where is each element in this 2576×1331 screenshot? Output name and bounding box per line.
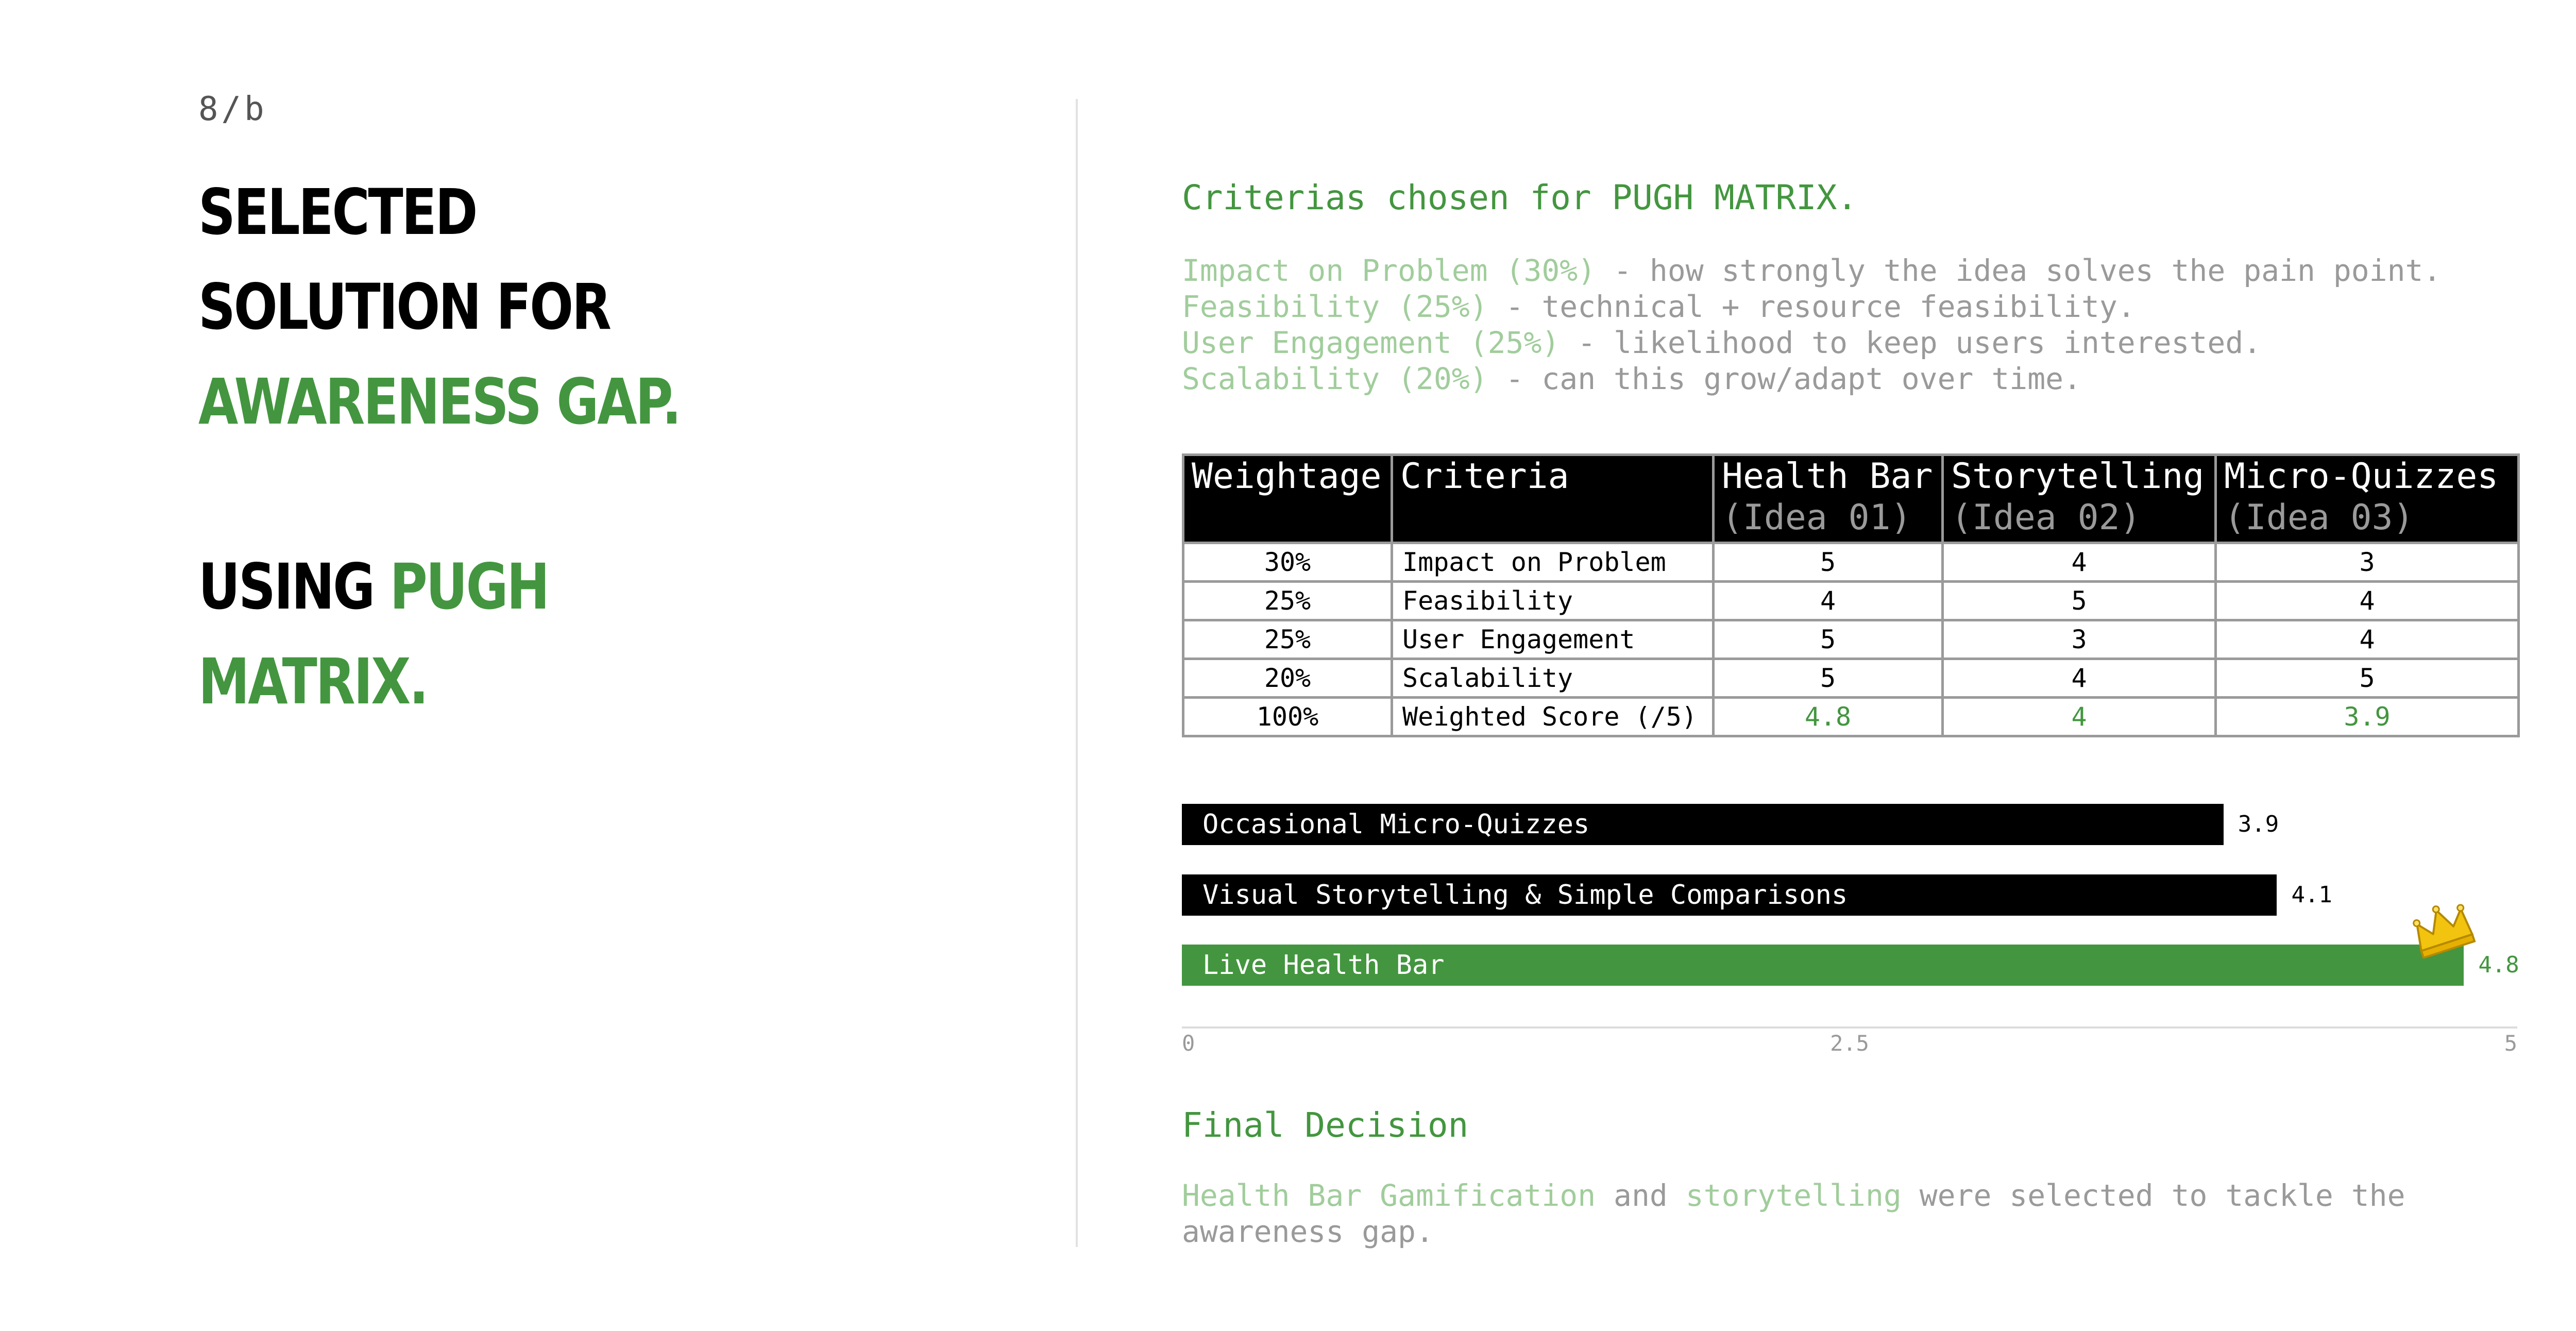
method-title-line-2: MATRIX. (198, 645, 427, 718)
criteria-name: Scalability (20%) (1182, 361, 1488, 396)
header-storytelling: Storytelling (Idea 02) (1943, 455, 2216, 543)
title-line-2: SOLUTION FOR (198, 271, 610, 344)
crown-icon (2411, 902, 2478, 958)
criteria-item (1182, 252, 2441, 289)
header-health-bar: Health Bar (Idea 01) (1714, 455, 1943, 543)
weightage-cell: 20% (1183, 659, 1392, 698)
criteria-desc: - likelihood to keep users interested. (1560, 325, 2262, 360)
score-bar-chart (1182, 804, 2517, 1072)
criteria-title: Criterias chosen for PUGH MATRIX. (1182, 178, 1858, 217)
page-number: 8/b (198, 90, 267, 128)
final-highlight-1: Health Bar Gamification (1182, 1178, 1596, 1213)
pugh-matrix-table (1182, 453, 2520, 737)
vertical-divider (1076, 99, 1078, 1247)
title-line-1: SELECTED (198, 176, 477, 249)
weighted-score-row (1183, 698, 2519, 736)
weighted-score-label: Weighted Score (/5) (1392, 698, 1714, 736)
criteria-list (1182, 252, 2441, 397)
final-text-2: were selected to tackle the awareness gap. (1182, 1178, 2405, 1249)
x-axis-tick: 2.5 (1830, 1031, 1869, 1056)
score-cell: 4 (1943, 659, 2216, 698)
bar-value-label: 3.9 (2238, 811, 2279, 837)
header-weightage: Weightage (1183, 455, 1392, 543)
bar-row (1182, 945, 2517, 986)
table-row (1183, 543, 2519, 582)
score-cell: 5 (1714, 543, 1943, 582)
criteria-cell: Feasibility (1392, 582, 1714, 620)
x-axis-line (1182, 1026, 2517, 1029)
bar-value-label: 4.1 (2291, 882, 2332, 908)
weighted-score-micro-quizzes: 3.9 (2216, 698, 2519, 736)
final-decision-title: Final Decision (1182, 1105, 1469, 1145)
score-cell: 5 (1943, 582, 2216, 620)
table-row (1183, 620, 2519, 659)
score-cell: 5 (1714, 620, 1943, 659)
criteria-name: User Engagement (25%) (1182, 325, 1560, 360)
criteria-desc: - how strongly the idea solves the pain point. (1596, 253, 2442, 288)
table-header-row (1183, 455, 2519, 543)
criteria-cell: Impact on Problem (1392, 543, 1714, 582)
weightage-cell: 25% (1183, 582, 1392, 620)
title-line-3: AWARENESS GAP. (198, 365, 680, 439)
final-text-1: and (1596, 1178, 1686, 1213)
header-micro-quizzes: Micro-Quizzes (Idea 03) (2216, 455, 2519, 543)
score-cell: 5 (1714, 659, 1943, 698)
table-row (1183, 659, 2519, 698)
bar-row (1182, 804, 2517, 845)
weightage-cell: 25% (1183, 620, 1392, 659)
criteria-item (1182, 289, 2441, 325)
page-title (198, 165, 680, 449)
score-cell: 4 (1943, 543, 2216, 582)
header-criteria: Criteria (1392, 455, 1714, 543)
bar: Live Health Bar (1182, 945, 2464, 986)
weightage-total-cell: 100% (1183, 698, 1392, 736)
final-highlight-2: storytelling (1685, 1178, 1902, 1213)
bar: Occasional Micro-Quizzes (1182, 804, 2224, 845)
criteria-cell: User Engagement (1392, 620, 1714, 659)
method-highlight: PUGH (389, 550, 548, 624)
weightage-cell: 30% (1183, 543, 1392, 582)
x-axis-tick: 0 (1182, 1031, 1195, 1056)
criteria-desc: - can this grow/adapt over time. (1487, 361, 2081, 396)
criteria-cell: Scalability (1392, 659, 1714, 698)
weighted-score-storytelling: 4 (1943, 698, 2216, 736)
table-row (1183, 582, 2519, 620)
bar: Visual Storytelling & Simple Comparisons (1182, 874, 2277, 916)
method-title-line-1 (198, 540, 548, 634)
score-cell: 4 (2216, 620, 2519, 659)
method-title (198, 540, 548, 729)
criteria-desc: - technical + resource feasibility. (1487, 289, 2136, 324)
final-decision-text (1182, 1177, 2521, 1250)
x-axis-tick: 5 (2504, 1031, 2517, 1056)
bar-row (1182, 874, 2517, 916)
criteria-item (1182, 325, 2441, 361)
score-cell: 3 (2216, 543, 2519, 582)
score-cell: 4 (1714, 582, 1943, 620)
bar-value-label: 4.8 (2478, 952, 2519, 978)
weighted-score-health-bar: 4.8 (1714, 698, 1943, 736)
score-cell: 5 (2216, 659, 2519, 698)
score-cell: 4 (2216, 582, 2519, 620)
criteria-name: Impact on Problem (30%) (1182, 253, 1596, 288)
criteria-name: Feasibility (25%) (1182, 289, 1488, 324)
criteria-item (1182, 361, 2441, 397)
score-cell: 3 (1943, 620, 2216, 659)
method-prefix: USING (198, 550, 374, 624)
